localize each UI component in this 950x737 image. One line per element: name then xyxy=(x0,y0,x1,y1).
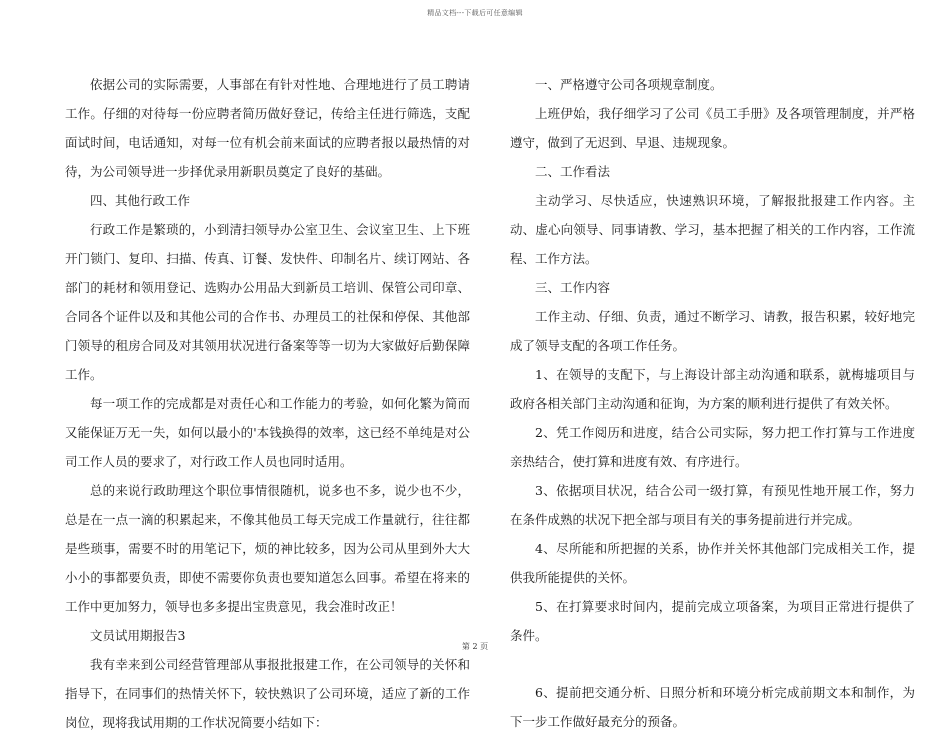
heading-work-content: 三、工作内容 xyxy=(535,280,611,295)
paragraph-intro: 我有幸来到公司经营管理部从事报批报建工作，在公司领导的关怀和指导下，在同事们的热情关怀下，较快熟识了公司环境，适应了新的工作岗位，现将我试用期的工作状况简要小结如下： xyxy=(65,657,470,730)
paragraph-summary: 总的来说行政助理这个职位事情很随机，说多也不多，说少也不少，总是在一点一滴的积累起来，不像其他员工每天完成工作量就行，往往都是些琐事，需要不时的用笔记下，烦的神比较多，因为公司从里到外大大小小的事都要负责，即使不需要你负责也要知道怎么回事。希望在将来的工作中更加努力，领导也多多提出宝贵意见，我会准时改正！ xyxy=(65,483,470,614)
heading-other-admin-work: 四、其他行政工作 xyxy=(90,193,191,208)
page-header: 精品文档---下载后可任意编辑 xyxy=(427,9,523,17)
paragraph-admin-work: 行政工作是繁琐的，小到清扫领导办公室卫生、会议室卫生、上下班开门锁门、复印、扫描、传真、订餐、发快件、印制名片、续订网站、各部门的耗材和领用登记、选购办公用品大到新员工培训、保管公司印章、合同各个证件以及和其他公司的合作书、办理员工的社保和停保、其他部门领导的租房合同及对其领用状况进行备案等等一切为大家做好后勤保障工作。 xyxy=(65,222,470,382)
paragraph-responsibility: 每一项工作的完成都是对责任心和工作能力的考验，如何化繁为简而又能保证万无一失，如何以最小的'本钱换得的效率，这已经不单纯是对公司工作人员的要求了，对行政工作人员也同时适用。 xyxy=(65,396,470,469)
list-item-1: 1、在领导的支配下，与上海设计部主动沟通和联系，就梅墟项目与政府各相关部门主动沟通和征询，为方案的顺利进行提供了有效关怀。 xyxy=(510,367,915,411)
heading-report-3: 文员试用期报告3 xyxy=(90,628,186,643)
right-column xyxy=(510,70,915,736)
paragraph-rules: 上班伊始，我仔细学习了公司《员工手册》及各项管理制度，并严格遵守，做到了无迟到、早退、违规现象。 xyxy=(510,106,915,150)
list-item-5: 5、在打算要求时间内，提前完成立项备案，为项目正常进行提供了条件。 xyxy=(510,599,915,643)
paragraph-recruitment: 依据公司的实际需要，人事部在有针对性地、合理地进行了员工聘请工作。仔细的对待每一份应聘者简历做好登记，传给主任进行筛选，支配面试时间，电话通知，对每一位有机会前来面试的应聘者报以最热情的对待，为公司领导进一步择优录用新职员奠定了良好的基础。 xyxy=(65,77,470,179)
paragraph-work-content: 工作主动、仔细、负责，通过不断学习、请教，报告积累，较好地完成了领导支配的各项工作任务。 xyxy=(510,309,915,353)
left-column xyxy=(65,70,470,737)
heading-rules: 一、严格遵守公司各项规章制度。 xyxy=(535,77,723,92)
heading-work-attitude: 二、工作看法 xyxy=(535,164,611,179)
list-item-2: 2、凭工作阅历和进度，结合公司实际，努力把工作打算与工作进度亲热结合，使打算和进度有效、有序进行。 xyxy=(510,425,915,469)
list-item-4: 4、尽所能和所把握的关系，协作并关怀其他部门完成相关工作，提供我所能提供的关怀。 xyxy=(510,541,915,585)
paragraph-work-attitude: 主动学习、尽快适应，快速熟识环境，了解报批报建工作内容。主动、虚心向领导、同事请教、学习，基本把握了相关的工作内容，工作流程、工作方法。 xyxy=(510,193,915,266)
page-number: 第 2 页 xyxy=(461,642,489,651)
list-item-6: 6、提前把交通分析、日照分析和环境分析完成前期文本和制作，为下一步工作做好最充分的预备。 xyxy=(510,685,915,729)
list-item-3: 3、依据项目状况，结合公司一级打算，有预见性地开展工作，努力在条件成熟的状况下把全部与项目有关的事务提前进行并完成。 xyxy=(510,483,915,527)
